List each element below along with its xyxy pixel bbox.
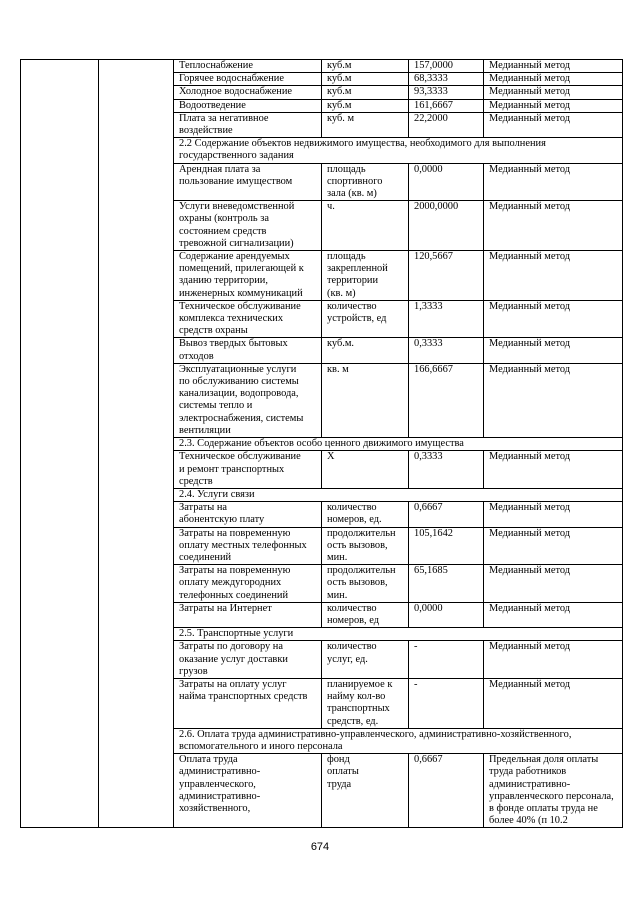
norms-table — [20, 59, 623, 828]
value-cell: 0,0000 — [409, 602, 484, 627]
value-cell: 166,6667 — [409, 363, 484, 437]
method-cell: Медианный метод — [484, 338, 623, 363]
expense-name-cell: Вывоз твердых бытовых отходов — [174, 338, 322, 363]
expense-name-cell: Затраты на абонентскую плату — [174, 502, 322, 527]
value-cell: - — [409, 678, 484, 728]
unit-cell: ч. — [322, 201, 409, 251]
value-cell: 0,0000 — [409, 163, 484, 201]
expense-name-cell: Техническое обслуживание и ремонт транспортных средств — [174, 451, 322, 489]
expense-name-cell: Техническое обслуживание комплекса технических средств охраны — [174, 300, 322, 338]
value-cell: 0,3333 — [409, 451, 484, 489]
unit-cell: количество услуг, ед. — [322, 641, 409, 679]
value-cell: 68,3333 — [409, 73, 484, 86]
method-cell: Медианный метод — [484, 363, 623, 437]
unit-cell: площадь закрепленной территории (кв. м) — [322, 251, 409, 301]
expense-name-cell: Содержание арендуемых помещений, прилегающей к зданию территории, инженерных коммуникаций — [174, 251, 322, 301]
method-cell: Медианный метод — [484, 201, 623, 251]
expense-name-cell: Горячее водоснабжение — [174, 73, 322, 86]
method-cell: Медианный метод — [484, 502, 623, 527]
expense-name-cell: Оплата труда административно- управленческого, административно- хозяйственного, — [174, 754, 322, 828]
section-heading: 2.3. Содержание объектов особо ценного движимого имущества — [174, 438, 623, 451]
page-number: 674 — [310, 841, 330, 853]
unit-cell: куб.м. — [322, 338, 409, 363]
expense-name-cell: Затраты на оплату услуг найма транспортных средств — [174, 678, 322, 728]
expense-name-cell: Услуги вневедомственной охраны (контроль за состоянием средств тревожной сигнализации) — [174, 201, 322, 251]
value-cell: 22,2000 — [409, 112, 484, 137]
value-cell: 0,6667 — [409, 502, 484, 527]
left-blank-cell-1 — [21, 60, 99, 828]
section-heading: 2.6. Оплата труда административно-управленческого, административно-хозяйственного, вспомогательного и иного персонала — [174, 728, 623, 753]
value-cell: 161,6667 — [409, 99, 484, 112]
unit-cell: куб.м — [322, 73, 409, 86]
unit-cell: количество номеров, ед. — [322, 502, 409, 527]
value-cell: 2000,0000 — [409, 201, 484, 251]
method-cell: Медианный метод — [484, 86, 623, 99]
unit-cell: планируемое к найму кол-во транспортных средств, ед. — [322, 678, 409, 728]
expense-name-cell: Эксплуатационные услуги по обслуживанию системы канализации, водопровода, системы тепло и электроснабжения, системы вентиляции — [174, 363, 322, 437]
value-cell: 1,3333 — [409, 300, 484, 338]
value-cell: 65,1685 — [409, 565, 484, 603]
expense-name-cell: Водоотведение — [174, 99, 322, 112]
unit-cell: куб.м — [322, 86, 409, 99]
unit-cell: куб.м — [322, 99, 409, 112]
expense-name-cell: Теплоснабжение — [174, 60, 322, 73]
value-cell: 157,0000 — [409, 60, 484, 73]
method-cell: Медианный метод — [484, 527, 623, 565]
unit-cell: площадь спортивного зала (кв. м) — [322, 163, 409, 201]
table-row — [21, 60, 623, 73]
expense-name-cell: Затраты на повременную оплату междугородних телефонных соединений — [174, 565, 322, 603]
unit-cell: Х — [322, 451, 409, 489]
method-cell: Медианный метод — [484, 641, 623, 679]
unit-cell: продолжительн ость вызовов, мин. — [322, 527, 409, 565]
method-cell: Медианный метод — [484, 112, 623, 137]
value-cell: 0,3333 — [409, 338, 484, 363]
unit-cell: количество устройств, ед — [322, 300, 409, 338]
method-cell: Медианный метод — [484, 451, 623, 489]
unit-cell: кв. м — [322, 363, 409, 437]
expense-name-cell: Затраты по договору на оказание услуг доставки грузов — [174, 641, 322, 679]
method-cell: Медианный метод — [484, 163, 623, 201]
section-heading: 2.2 Содержание объектов недвижимого имущества, необходимого для выполнения государственного задания — [174, 138, 623, 163]
expense-name-cell: Затраты на повременную оплату местных телефонных соединений — [174, 527, 322, 565]
unit-cell: куб.м — [322, 60, 409, 73]
value-cell: 93,3333 — [409, 86, 484, 99]
unit-cell: продолжительн ость вызовов, мин. — [322, 565, 409, 603]
unit-cell: фонд оплаты труда — [322, 754, 409, 828]
section-heading: 2.4. Услуги связи — [174, 488, 623, 501]
method-cell: Медианный метод — [484, 251, 623, 301]
method-cell: Медианный метод — [484, 60, 623, 73]
method-cell: Медианный метод — [484, 678, 623, 728]
value-cell: - — [409, 641, 484, 679]
expense-name-cell: Затраты на Интернет — [174, 602, 322, 627]
expense-name-cell: Плата за негативное воздействие — [174, 112, 322, 137]
method-cell: Медианный метод — [484, 73, 623, 86]
method-cell: Медианный метод — [484, 99, 623, 112]
method-cell: Предельная доля оплаты труда работников административно- управленческого персонала, в фонде оплаты труда не более 40% (п 10.2 — [484, 754, 623, 828]
section-heading: 2.5. Транспортные услуги — [174, 628, 623, 641]
left-blank-cell-2 — [99, 60, 174, 828]
unit-cell: куб. м — [322, 112, 409, 137]
expense-name-cell: Арендная плата за пользование имуществом — [174, 163, 322, 201]
value-cell: 105,1642 — [409, 527, 484, 565]
expense-name-cell: Холодное водоснабжение — [174, 86, 322, 99]
method-cell: Медианный метод — [484, 300, 623, 338]
unit-cell: количество номеров, ед — [322, 602, 409, 627]
method-cell: Медианный метод — [484, 565, 623, 603]
value-cell: 0,6667 — [409, 754, 484, 828]
value-cell: 120,5667 — [409, 251, 484, 301]
method-cell: Медианный метод — [484, 602, 623, 627]
